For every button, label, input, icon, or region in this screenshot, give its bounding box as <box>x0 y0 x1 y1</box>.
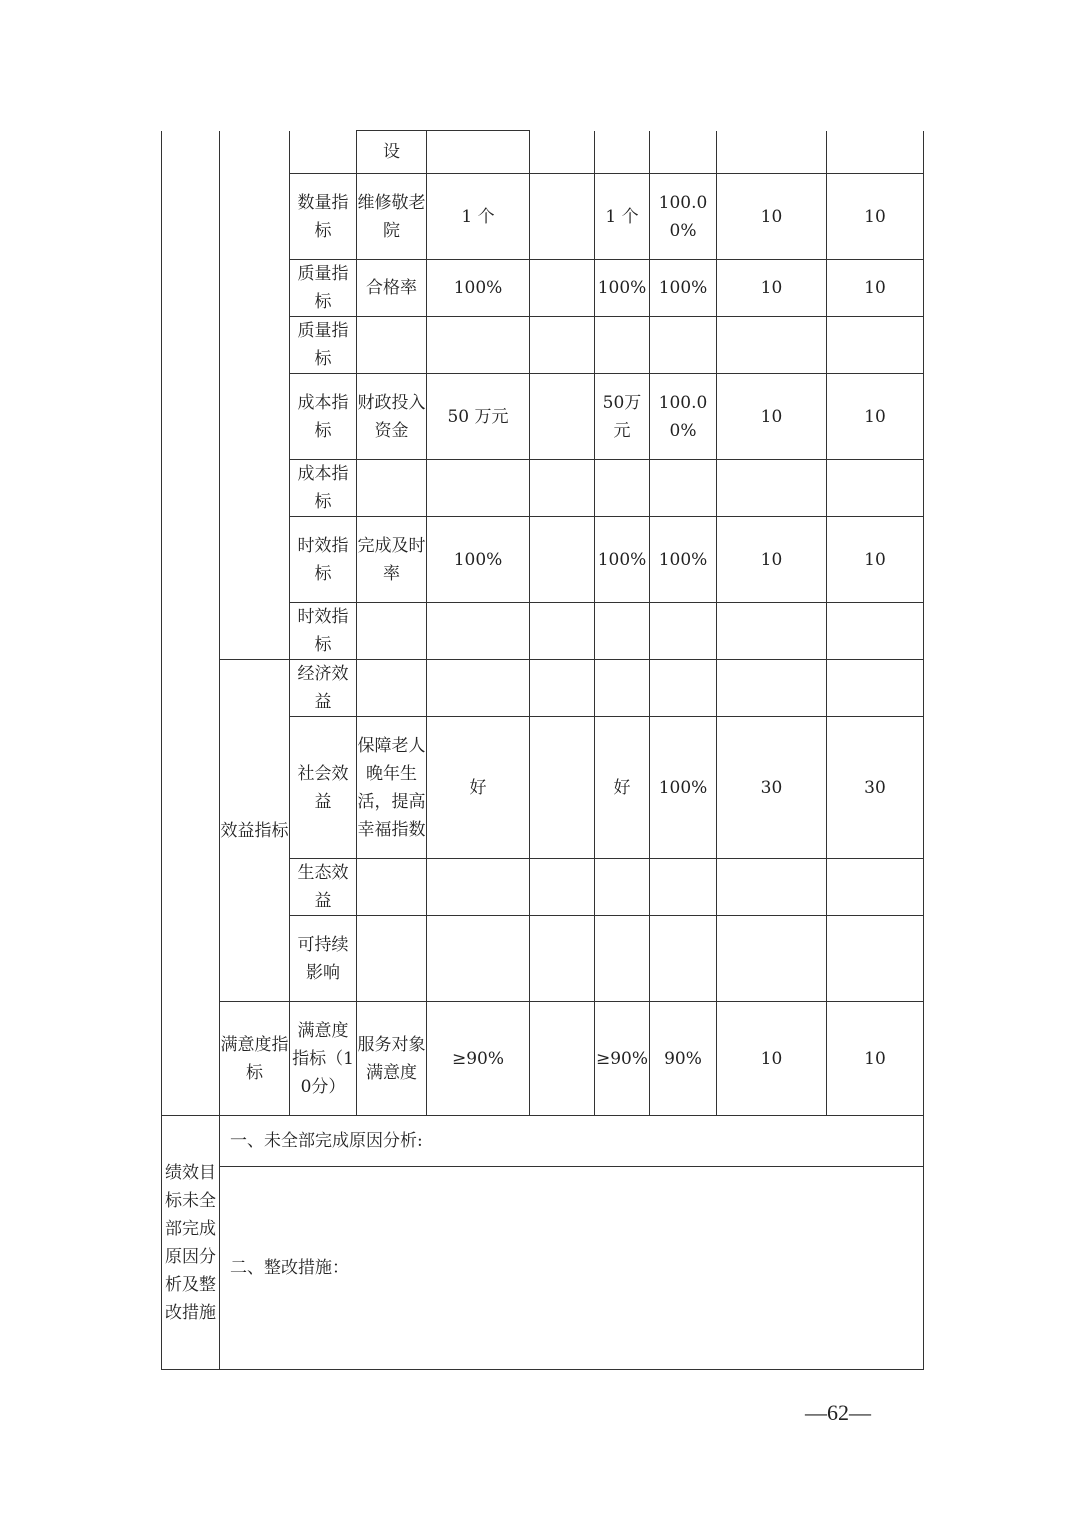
actual-cell <box>595 660 650 717</box>
rate-cell: 100% <box>650 717 717 859</box>
target-cell <box>427 660 530 717</box>
level3-cell: 时效指标 <box>290 603 357 660</box>
blank-cell <box>530 603 595 660</box>
rate-cell <box>650 317 717 374</box>
actual-cell: ≥90% <box>595 1002 650 1116</box>
table-row <box>162 1002 924 1116</box>
rate-cell <box>650 131 717 174</box>
level2-cell <box>220 131 290 660</box>
weight-cell <box>717 859 827 916</box>
indicator-cell <box>357 317 427 374</box>
blank-cell <box>530 717 595 859</box>
target-cell <box>427 916 530 1002</box>
rate-cell: 100.00% <box>650 374 717 460</box>
weight-cell <box>717 660 827 717</box>
blank-cell <box>530 131 595 174</box>
target-cell: 50 万元 <box>427 374 530 460</box>
level3-cell: 经济效益 <box>290 660 357 717</box>
blank-cell <box>530 517 595 603</box>
weight-cell: 10 <box>717 260 827 317</box>
level3-cell: 满意度指标（10分） <box>290 1002 357 1116</box>
blank-cell <box>530 260 595 317</box>
indicator-cell <box>357 660 427 717</box>
indicator-cell: 完成及时率 <box>357 517 427 603</box>
rate-cell: 100% <box>650 517 717 603</box>
actual-cell: 50万元 <box>595 374 650 460</box>
measures-note: 二、整改措施： <box>220 1167 924 1370</box>
level1-cell <box>162 131 220 1116</box>
indicator-cell <box>357 460 427 517</box>
indicator-cell: 合格率 <box>357 260 427 317</box>
level3-cell: 可持续影响 <box>290 916 357 1002</box>
actual-cell: 1 个 <box>595 174 650 260</box>
level3-cell <box>290 131 357 174</box>
blank-cell <box>530 374 595 460</box>
performance-table <box>161 130 924 1370</box>
weight-cell <box>717 916 827 1002</box>
target-cell: 100% <box>427 517 530 603</box>
actual-cell <box>595 916 650 1002</box>
score-cell: 30 <box>827 717 924 859</box>
table-row <box>162 660 924 717</box>
table-row <box>162 1116 924 1167</box>
indicator-cell <box>357 916 427 1002</box>
indicator-cell: 保障老人晚年生活，提高幸福指数 <box>357 717 427 859</box>
score-cell <box>827 916 924 1002</box>
weight-cell: 30 <box>717 717 827 859</box>
actual-cell: 100% <box>595 517 650 603</box>
weight-cell: 10 <box>717 517 827 603</box>
table-row <box>162 1167 924 1370</box>
actual-cell <box>595 317 650 374</box>
level3-cell: 数量指标 <box>290 174 357 260</box>
actual-cell: 100% <box>595 260 650 317</box>
actual-cell <box>595 131 650 174</box>
indicator-cell: 服务对象满意度 <box>357 1002 427 1116</box>
rate-cell: 100.00% <box>650 174 717 260</box>
actual-cell: 好 <box>595 717 650 859</box>
rate-cell: 90% <box>650 1002 717 1116</box>
score-cell <box>827 460 924 517</box>
indicator-cell <box>357 603 427 660</box>
weight-cell <box>717 317 827 374</box>
blank-cell <box>530 916 595 1002</box>
blank-cell <box>530 317 595 374</box>
level3-cell: 质量指标 <box>290 260 357 317</box>
target-cell: ≥90% <box>427 1002 530 1116</box>
weight-cell <box>717 603 827 660</box>
level3-cell: 成本指标 <box>290 460 357 517</box>
target-cell <box>427 603 530 660</box>
weight-cell <box>717 460 827 517</box>
score-cell <box>827 603 924 660</box>
weight-cell <box>717 131 827 174</box>
rate-cell <box>650 916 717 1002</box>
level3-cell: 质量指标 <box>290 317 357 374</box>
score-cell <box>827 660 924 717</box>
level3-cell: 社会效益 <box>290 717 357 859</box>
level3-cell: 时效指标 <box>290 517 357 603</box>
weight-cell: 10 <box>717 1002 827 1116</box>
indicator-cell: 财政投入资金 <box>357 374 427 460</box>
level3-cell: 成本指标 <box>290 374 357 460</box>
weight-cell: 10 <box>717 374 827 460</box>
target-cell <box>427 859 530 916</box>
target-cell <box>427 317 530 374</box>
score-cell <box>827 859 924 916</box>
blank-cell <box>530 1002 595 1116</box>
level3-cell: 生态效益 <box>290 859 357 916</box>
footer-label: 绩效目标未全部完成原因分析及整改措施 <box>162 1116 220 1370</box>
target-cell: 1 个 <box>427 174 530 260</box>
score-cell: 10 <box>827 374 924 460</box>
indicator-cell: 设 <box>357 131 427 174</box>
analysis-note: 一、未全部完成原因分析: <box>220 1116 924 1167</box>
blank-cell <box>530 660 595 717</box>
blank-cell <box>530 174 595 260</box>
score-cell <box>827 131 924 174</box>
score-cell: 10 <box>827 174 924 260</box>
page-number: —62— <box>805 1400 871 1425</box>
actual-cell <box>595 859 650 916</box>
score-cell: 10 <box>827 517 924 603</box>
rate-cell <box>650 460 717 517</box>
score-cell: 10 <box>827 1002 924 1116</box>
score-cell <box>827 317 924 374</box>
table-row <box>162 131 924 174</box>
rate-cell: 100% <box>650 260 717 317</box>
target-cell: 100% <box>427 260 530 317</box>
rate-cell <box>650 859 717 916</box>
target-cell <box>427 131 530 174</box>
rate-cell <box>650 603 717 660</box>
target-cell: 好 <box>427 717 530 859</box>
rate-cell <box>650 660 717 717</box>
blank-cell <box>530 859 595 916</box>
actual-cell <box>595 460 650 517</box>
weight-cell: 10 <box>717 174 827 260</box>
actual-cell <box>595 603 650 660</box>
score-cell: 10 <box>827 260 924 317</box>
target-cell <box>427 460 530 517</box>
indicator-cell: 维修敬老院 <box>357 174 427 260</box>
level2-cell: 满意度指标 <box>220 1002 290 1116</box>
benefit-group-label: 效益指标 <box>220 660 290 1002</box>
indicator-cell <box>357 859 427 916</box>
blank-cell <box>530 460 595 517</box>
